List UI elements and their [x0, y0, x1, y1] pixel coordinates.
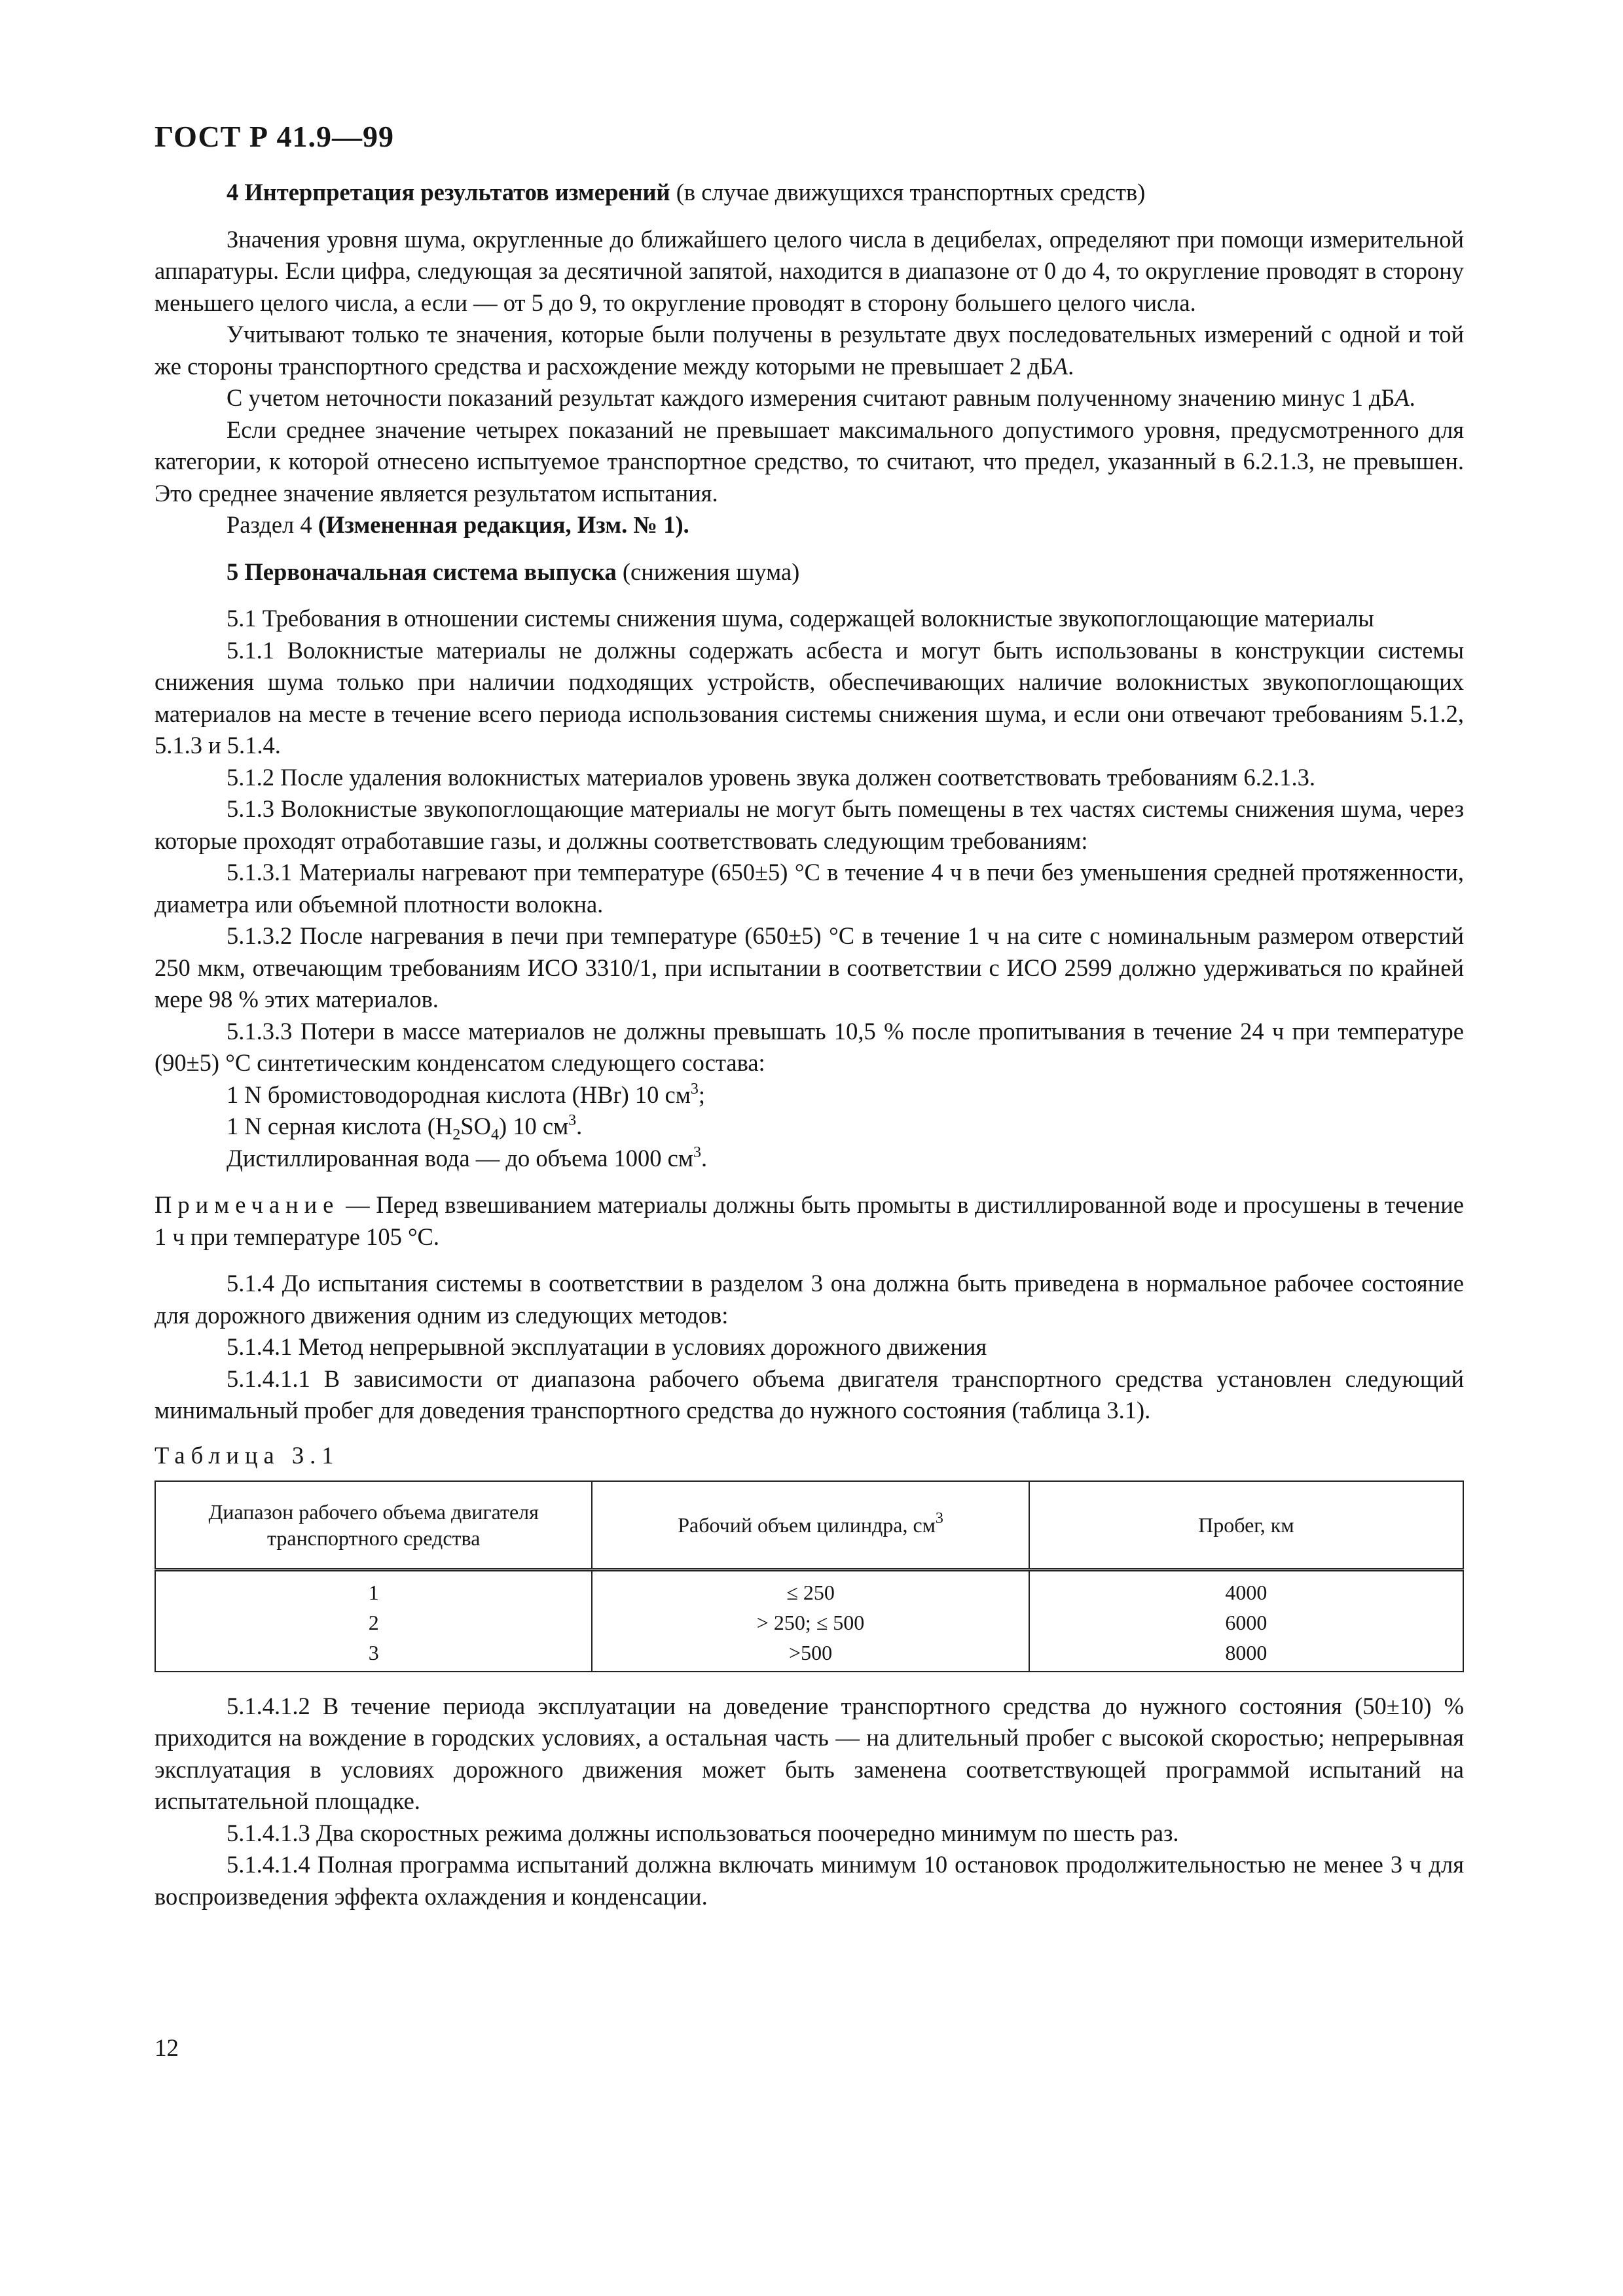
section-4-subtitle: (в случае движущихся транспортных средств) [670, 179, 1146, 206]
table-cell: > 250; ≤ 500 [592, 1607, 1029, 1638]
note-text: — Перед взвешиванием материалы должны быть промыты в дистиллированной воде и просушены в течение 1 ч при температуре 105 °С. [155, 1191, 1465, 1250]
superscript: 3 [935, 1509, 943, 1527]
header-cylinder-volume-text: Рабочий объем цилиндра, см [678, 1513, 936, 1537]
clause-5-1-4-1-1: 5.1.4.1.1 В зависимости от диапазона рабочего объема двигателя транспортного средства установлен следующий минимальный пробег для доведения транспортного средства до нужного состояния (таблица 3.1). [155, 1365, 1464, 1424]
unit-a: А [1053, 352, 1068, 380]
section-4-paragraph-2-text: Учитывают только те значения, которые были получены в результате двух последовательных измерений с одной и той же стороны транспортного средства и расхождение между которыми не превышает 2 дБ [155, 321, 1464, 380]
section-4-paragraph-3-text: С учетом неточности показаний результат каждого измерения считают равным полученному значению минус 1 дБ [227, 384, 1395, 411]
clause-5-1-3-3: 5.1.3.3 Потери в массе материалов не должны превышать 10,5 % после пропитывания в течение 24 ч при температуре (90±5) °С синтетическим конденсатом следующего состава: [155, 1017, 1464, 1076]
header-mileage: Пробег, км [1029, 1481, 1463, 1570]
subscript: 2 [452, 1126, 461, 1143]
section-4-amendment-note [155, 509, 1464, 541]
section-4-paragraph-4: Если среднее значение четырех показаний не превышает максимального допустимого уровня, предусмотренного для категории, к которой отнесено испытуемое транспортное средство, то считают, что предел, указанный в 6.2.1.3, не превышен. Это среднее значение является результатом испытания. [155, 416, 1464, 507]
table-cell: >500 [592, 1638, 1029, 1672]
clause-5-1-1: 5.1.1 Волокнистые материалы не должны содержать асбеста и могут быть использованы в конструкции системы снижения шума только при наличии подходящих устройств, обеспечивающих наличие волокнистых звукопоглощающих материалов на месте в течение всего периода использования системы снижения шума, и если они отвечают требованиям 5.1.2, 5.1.3 и 5.1.4. [155, 636, 1464, 759]
clause-5-1-3-1: 5.1.3.1 Материалы нагревают при температуре (650±5) °С в течение 4 ч в печи без уменьшения средней протяженности, диаметра или объемной плотности волокна. [155, 859, 1464, 918]
period: . [1409, 384, 1415, 411]
composition-item-3 [155, 1143, 1464, 1175]
composition-item-2 [155, 1111, 1464, 1143]
table-row [155, 1607, 1463, 1638]
table-caption: Таблица 3.1 [155, 1441, 340, 1469]
superscript: 3 [568, 1112, 577, 1129]
table-cell: 2 [155, 1607, 592, 1638]
table-cell: 1 [155, 1570, 592, 1607]
punctuation: . [701, 1144, 708, 1172]
superscript: 3 [690, 1080, 699, 1098]
table-cell: 4000 [1029, 1570, 1463, 1607]
header-engine-range: Диапазон рабочего объема двигателя транспортного средства [155, 1481, 592, 1570]
section-4-heading [155, 177, 1464, 209]
composition-item-1 [155, 1079, 1464, 1111]
composition-item-3-text: Дистиллированная вода — до объема 1000 см [227, 1144, 693, 1172]
table-cell: 6000 [1029, 1607, 1463, 1638]
clause-5-1-4-1-3: 5.1.4.1.3 Два скоростных режима должны использоваться поочередно минимум по шесть раз. [227, 1819, 1179, 1846]
clause-5-1-4-1: 5.1.4.1 Метод непрерывной эксплуатации в условиях дорожного движения [227, 1333, 987, 1360]
clause-5-1-3-2: 5.1.3.2 После нагревания в печи при температуре (650±5) °С в течение 1 ч на сите с номинальным размером отверстий 250 мкм, отвечающим требованиям ИСО 3310/1, при испытании в соответствии с ИСО 2599 должно удерживаться по крайней мере 98 % этих материалов. [155, 922, 1464, 1013]
note-label: Примечание [155, 1191, 340, 1218]
table-row [155, 1570, 1463, 1607]
clause-5-1-4: 5.1.4 До испытания системы в соответствии в разделом 3 она должна быть приведена в нормальное рабочее состояние для дорожного движения одним из следующих методов: [155, 1270, 1464, 1329]
table-row [155, 1638, 1463, 1672]
superscript: 3 [693, 1143, 701, 1161]
punctuation: . [576, 1113, 583, 1139]
table-cell: 3 [155, 1638, 592, 1672]
page-number: 12 [155, 2035, 179, 2062]
document-header: ГОСТ Р 41.9—99 [155, 120, 394, 153]
composition-item-2-text: 1 N серная кислота (H [227, 1113, 453, 1139]
table-header-row [155, 1481, 1463, 1570]
clause-5-1-3: 5.1.3 Волокнистые звукопоглощающие материалы не могут быть помещены в тех частях системы снижения шума, через которые проходят отработавшие газы, и должны соответствовать следующим требованиям: [155, 795, 1464, 854]
section-5-subtitle: (снижения шума) [616, 558, 800, 585]
section-4-paragraph-1: Значения уровня шума, округленные до ближайшего целого числа в децибелах, определяют при помощи измерительной аппаратуры. Если цифра, следующая за десятичной запятой, находится в диапазоне от 0 до 4, то округление проводят в сторону меньшего целого числа, а если — от 5 до 9, то округление проводят в сторону большего целого числа. [155, 225, 1464, 316]
formula-part: SO [460, 1113, 491, 1139]
section-5-heading [155, 556, 1464, 588]
header-cylinder-volume [592, 1481, 1029, 1570]
section-4-title: 4 Интерпретация результатов измерений [227, 179, 670, 206]
unit-a: А [1395, 384, 1410, 411]
document-page [155, 122, 1464, 1912]
clause-5-1-4-1-2: 5.1.4.1.2 В течение периода эксплуатации на доведение транспортного средства до нужного состояния (50±10) % приходится на вождение в городских условиях, а остальная часть — на длительный пробег с высокой скоростью; непрерывная эксплуатация в условиях дорожного движения может быть заменена соответствующей программой испытаний на испытательной площадке. [155, 1692, 1464, 1814]
composition-item-1-text: 1 N бромистоводородная кислота (HBr) 10 см [227, 1081, 691, 1108]
amendment-text: (Измененная редакция, Изм. № 1). [318, 511, 689, 538]
clause-5-1-4-1-4: 5.1.4.1.4 Полная программа испытаний должна включать минимум 10 остановок продолжительностью не менее 3 ч для воспроизведения эффекта охлаждения и конденсации. [155, 1851, 1464, 1910]
table-cell: ≤ 250 [592, 1570, 1029, 1607]
section-5-title: 5 Первоначальная система выпуска [227, 558, 617, 585]
note-paragraph [155, 1189, 1464, 1253]
punctuation: ; [698, 1081, 706, 1108]
mileage-table [155, 1480, 1464, 1672]
clause-5-1-2: 5.1.2 После удаления волокнистых материалов уровень звука должен соответствовать требованиям 6.2.1.3. [227, 763, 1315, 791]
amendment-lead: Раздел 4 [227, 511, 318, 538]
section-4-paragraph-2 [155, 319, 1464, 382]
section-4-paragraph-3 [155, 382, 1464, 414]
table-cell: 8000 [1029, 1638, 1463, 1672]
formula-part: ) 10 см [498, 1113, 569, 1139]
subscript: 4 [490, 1126, 499, 1143]
clause-5-1: 5.1 Требования в отношении системы снижения шума, содержащей волокнистые звукопоглощающие материалы [227, 605, 1374, 632]
period: . [1068, 352, 1074, 380]
